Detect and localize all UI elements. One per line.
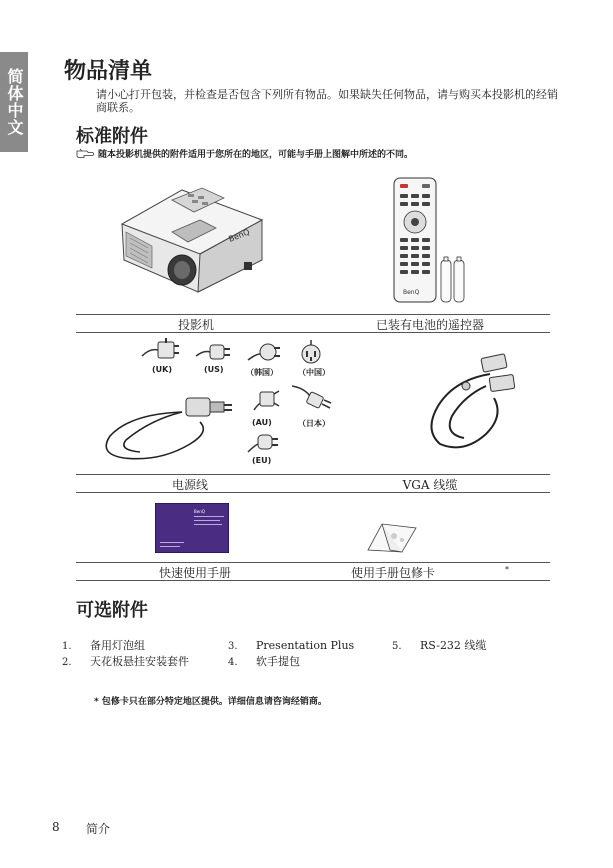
- plug-au-icon: [252, 386, 280, 414]
- remote-logo: BenQ: [403, 289, 420, 296]
- plug-label-uk: (UK): [152, 365, 173, 374]
- section-name: 简介: [86, 822, 111, 836]
- optional-item-ceiling-kit: 天花板悬挂安装套件: [90, 655, 189, 668]
- projector-logo: BenQ: [227, 227, 251, 244]
- row-divider: [76, 314, 550, 315]
- caption-remote: 已装有电池的遥控器: [375, 318, 484, 332]
- optional-item-rs232: RS-232 线缆: [420, 639, 487, 652]
- plug-label-us: (US): [204, 365, 224, 374]
- plug-us-icon: [194, 340, 232, 364]
- warranty-card-image: [366, 520, 418, 554]
- list-item: 4. 软手提包: [228, 655, 300, 668]
- note: [76, 146, 556, 162]
- plug-japan-icon: [290, 382, 332, 412]
- optional-list-col-1: [62, 638, 189, 670]
- quick-guide-image: [155, 503, 229, 553]
- optional-item-presentation-plus: Presentation Plus: [256, 639, 355, 652]
- list-item: 3. Presentation Plus: [228, 639, 355, 652]
- row-divider: [76, 492, 550, 493]
- plug-china-icon: [298, 338, 324, 366]
- list-item: 2. 天花板悬挂安装套件: [62, 655, 189, 668]
- warranty-footnote-mark: *: [505, 565, 509, 574]
- optional-list-col-3: [392, 638, 486, 654]
- caption-quick-guide: 快速使用手册: [158, 566, 231, 580]
- optional-accessories-heading: 可选附件: [76, 600, 148, 621]
- row-divider: [76, 562, 550, 563]
- language-tab: 简体中文: [0, 52, 28, 152]
- guide-logo: BenQ: [194, 509, 205, 514]
- page-title: 物品清单: [64, 59, 153, 84]
- caption-vga: VGA 线缆: [402, 478, 458, 492]
- plug-label-china: （中国）: [298, 368, 330, 377]
- power-cord-icon: [90, 384, 240, 466]
- note-hand-icon: [76, 147, 94, 159]
- caption-power-cord: 电源线: [171, 478, 208, 492]
- note-text: 随本投影机提供的附件适用于您所在的地区，可能与手册上图解中所述的不同。: [98, 150, 414, 160]
- standard-accessories-heading: 标准附件: [76, 126, 148, 147]
- caption-projector: 投影机: [177, 318, 214, 332]
- vga-cable-icon: [394, 350, 524, 458]
- plug-label-japan: （日本）: [298, 419, 330, 428]
- projector-image: [112, 172, 274, 304]
- plug-korea-icon: [246, 338, 282, 366]
- optional-list-col-2: [228, 638, 354, 670]
- intro-paragraph: 请小心打开包装，并检查是否包含下列所有物品。如果缺失任何物品，请与购买本投影机的经销商联系。: [96, 88, 558, 114]
- optional-item-lamp: 备用灯泡组: [90, 639, 145, 652]
- list-item: 1. 备用灯泡组: [62, 639, 145, 652]
- plug-uk-icon: [140, 338, 180, 364]
- row-divider: [76, 474, 550, 475]
- caption-warranty-card: 使用手册包修卡: [350, 566, 435, 580]
- row-divider: [76, 580, 550, 581]
- remote-control-image: [392, 176, 438, 304]
- footnote: * 包修卡只在部分特定地区提供。详细信息请咨询经销商。: [94, 697, 327, 707]
- page-number: 8: [52, 820, 60, 834]
- plug-eu-icon: [246, 430, 280, 456]
- optional-item-carry-case: 软手提包: [256, 655, 300, 668]
- plug-label-eu: (EU): [252, 456, 272, 465]
- plug-label-au: (AU): [252, 418, 272, 427]
- row-divider: [76, 332, 550, 333]
- list-item: 5. RS-232 线缆: [392, 639, 487, 652]
- plug-label-korea: （韩国）: [246, 368, 278, 377]
- batteries-image: [440, 256, 466, 304]
